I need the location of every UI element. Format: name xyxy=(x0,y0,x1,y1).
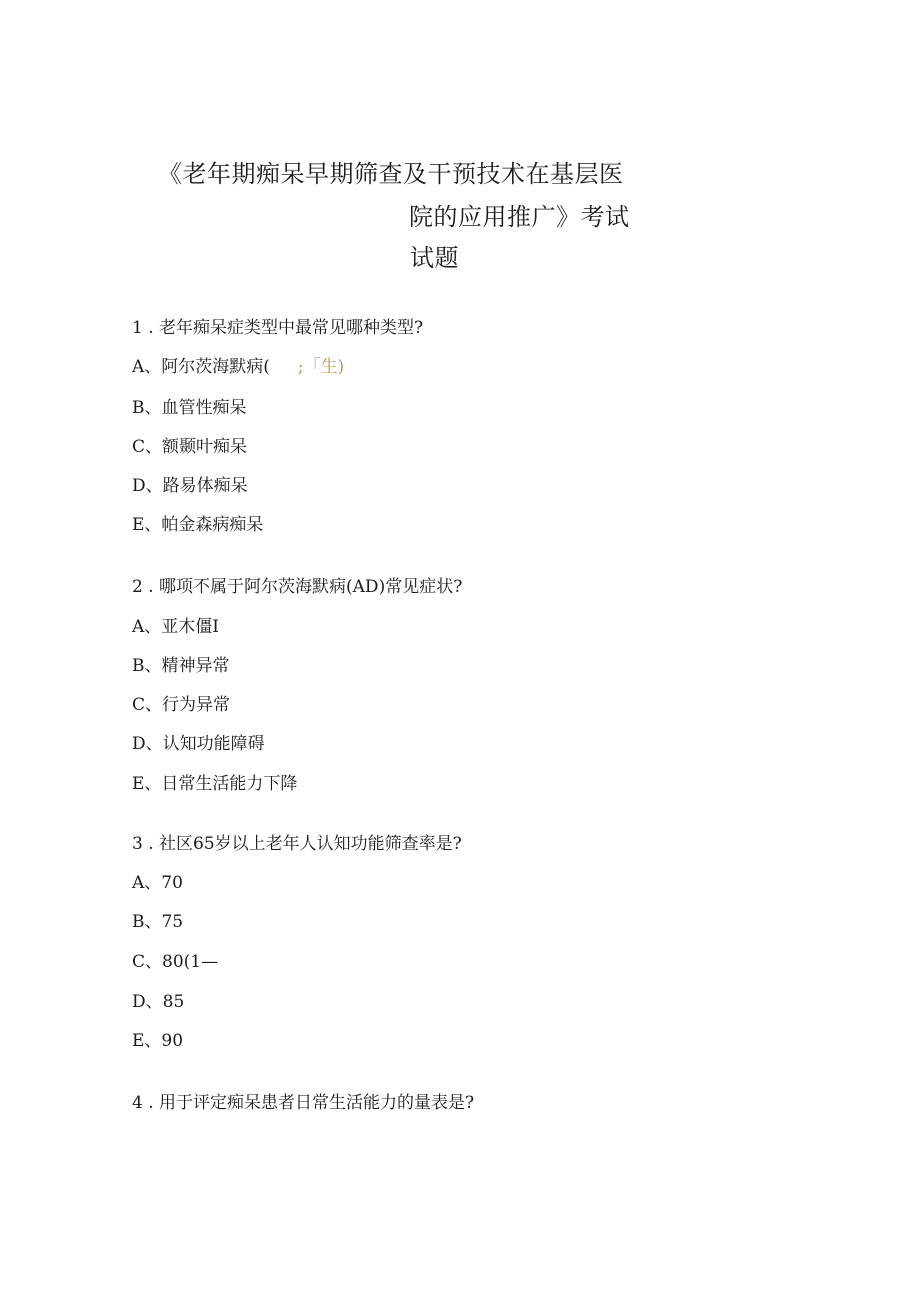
option-text: A、阿尔茨海默病( xyxy=(132,357,270,377)
question-1-option-e: E、帕金森病痴呆 xyxy=(132,515,264,535)
question-2-option-b: B、精神异常 xyxy=(132,656,230,676)
question-2-option-d: D、认知功能障碍 xyxy=(132,734,265,754)
question-2-option-c: C、行为异常 xyxy=(132,695,231,715)
document-title-line-1: 《老年期痴呆早期筛查及干预技术在基层医 xyxy=(158,160,624,188)
question-1-option-d: D、路易体痴呆 xyxy=(132,476,248,496)
question-3-option-b: B、75 xyxy=(132,912,184,932)
document-title-line-3: 试题 xyxy=(410,244,459,272)
question-4-stem: 4 . 用于评定痴呆患者日常生活能力的量表是? xyxy=(132,1093,475,1113)
question-3-stem: 3 . 社区65岁以上老年人认知功能筛查率是? xyxy=(132,834,462,854)
handwritten-note: ;「生) xyxy=(297,357,345,377)
question-2-option-a: A、亚木僵I xyxy=(132,617,219,637)
question-1-option-b: B、血管性痴呆 xyxy=(132,398,247,418)
question-1-option-a xyxy=(132,356,344,378)
question-3-option-c: C、80(1— xyxy=(132,952,219,972)
document-title-line-2: 院的应用推广》考试 xyxy=(409,203,630,231)
question-1-option-c: C、额颞叶痴呆 xyxy=(132,437,248,457)
question-3-option-a: A、70 xyxy=(132,873,183,893)
question-3-option-e: E、90 xyxy=(132,1031,184,1051)
question-2-option-e: E、日常生活能力下降 xyxy=(132,774,298,794)
question-1-stem: 1 . 老年痴呆症类型中最常见哪种类型? xyxy=(132,318,424,338)
question-2-stem: 2 . 哪项不属于阿尔茨海默病(AD)常见症状? xyxy=(132,577,463,597)
question-3-option-d: D、85 xyxy=(132,992,185,1012)
